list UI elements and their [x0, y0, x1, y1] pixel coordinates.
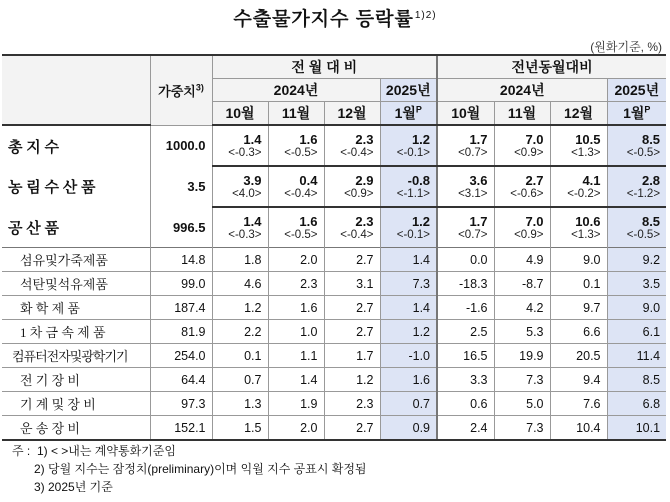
subrow-weight: 254.0	[150, 344, 212, 368]
subrow-label: 전 기 장 비	[2, 368, 150, 392]
cell-value: 3.6	[437, 166, 494, 188]
cell-value: 6.8	[607, 392, 666, 416]
cell-value: 0.7	[212, 368, 268, 392]
cell-value: 1.1	[268, 344, 324, 368]
cell-value: 0.7	[380, 392, 437, 416]
cell-value: 1.9	[268, 392, 324, 416]
header-yoy-jan-label: 1월	[623, 105, 645, 121]
header-yoy-year-2025: 2025년	[607, 79, 666, 102]
cell-value: 2.5	[437, 320, 494, 344]
cell-value: 1.4	[212, 207, 268, 229]
cell-value: 3.9	[212, 166, 268, 188]
cell-value: 7.3	[380, 272, 437, 296]
cell-value: 2.9	[324, 166, 380, 188]
subrow-weight: 64.4	[150, 368, 212, 392]
cell-contract-value: <0.9>	[494, 147, 550, 166]
title-text: 수출물가지수 등락률	[233, 9, 414, 30]
cell-value: 2.7	[494, 166, 550, 188]
cell-value: 9.7	[550, 296, 607, 320]
cell-value: 7.3	[494, 368, 550, 392]
cell-value: 2.0	[268, 416, 324, 441]
row-label: 농 림 수 산 품	[8, 180, 96, 196]
cell-value: 8.5	[607, 125, 666, 147]
header-yoy-jan	[607, 102, 666, 126]
cell-value: 10.4	[550, 416, 607, 441]
cell-value: 9.2	[607, 248, 666, 272]
cell-contract-value: <3.1>	[437, 188, 494, 207]
subrow-transport-equipment	[2, 416, 666, 441]
cell-contract-value: <-0.5>	[607, 147, 666, 166]
cell-value: 2.2	[212, 320, 268, 344]
cell-value: -1.0	[380, 344, 437, 368]
cell-value: 9.4	[550, 368, 607, 392]
cell-contract-value: <-0.3>	[212, 147, 268, 166]
cell-value: 1.4	[380, 248, 437, 272]
header-mom-oct: 10월	[212, 102, 268, 126]
cell-value: 1.6	[268, 296, 324, 320]
cell-value: 1.4	[268, 368, 324, 392]
cell-value: 7.6	[550, 392, 607, 416]
cell-value: 7.3	[494, 416, 550, 441]
prelim-mark: P	[644, 104, 651, 115]
subrow-textile	[2, 248, 666, 272]
cell-contract-value: <-1.2>	[607, 188, 666, 207]
cell-contract-value: <1.3>	[550, 229, 607, 248]
header-yoy-dec: 12월	[550, 102, 607, 126]
header-yoy-oct: 10월	[437, 102, 494, 126]
cell-value: -18.3	[437, 272, 494, 296]
cell-contract-value: <-0.1>	[380, 229, 437, 248]
header-weight-footnote: 3)	[195, 82, 204, 93]
cell-value: 4.1	[550, 166, 607, 188]
cell-value: 16.5	[437, 344, 494, 368]
cell-value: 1.2	[380, 207, 437, 229]
header-mom-dec: 12월	[324, 102, 380, 126]
subrow-weight: 99.0	[150, 272, 212, 296]
cell-value: 2.7	[324, 296, 380, 320]
row-weight: 1000.0	[150, 125, 212, 166]
cell-value: 1.7	[437, 207, 494, 229]
cell-value: 1.7	[324, 344, 380, 368]
row-weight: 996.5	[150, 207, 212, 248]
cell-value: 8.5	[607, 368, 666, 392]
cell-value: 2.0	[268, 248, 324, 272]
export-price-table	[2, 54, 666, 441]
header-mom-year-2025: 2025년	[380, 79, 437, 102]
cell-contract-value: <4.0>	[212, 188, 268, 207]
footnote-3	[12, 478, 367, 496]
cell-contract-value: <-0.4>	[324, 147, 380, 166]
cell-value: 0.6	[437, 392, 494, 416]
cell-value: 11.4	[607, 344, 666, 368]
subrow-label: 컴퓨터전자및광학기기	[2, 344, 150, 368]
cell-value: 5.3	[494, 320, 550, 344]
header-yoy-group: 전년동월대비	[437, 55, 666, 79]
cell-contract-value: <-0.5>	[268, 147, 324, 166]
cell-value: 1.5	[212, 416, 268, 441]
cell-value: 2.7	[324, 248, 380, 272]
cell-value: 10.1	[607, 416, 666, 441]
subrow-coal-petroleum	[2, 272, 666, 296]
row-industrial	[2, 207, 666, 229]
subrow-chemical	[2, 296, 666, 320]
header-yoy-year-2024: 2024년	[437, 79, 607, 102]
cell-value: 5.0	[494, 392, 550, 416]
subrow-label: 운 송 장 비	[2, 416, 150, 441]
cell-value: 1.6	[268, 125, 324, 147]
header-yoy-nov: 11월	[494, 102, 550, 126]
cell-value: 2.7	[324, 320, 380, 344]
prelim-mark: P	[415, 104, 422, 115]
cell-contract-value: <-0.6>	[494, 188, 550, 207]
footnote-2	[12, 460, 367, 478]
cell-value: 4.9	[494, 248, 550, 272]
header-corner	[2, 55, 150, 125]
header-weight	[150, 55, 212, 125]
cell-value: 3.5	[607, 272, 666, 296]
subrow-electrical-equipment	[2, 368, 666, 392]
cell-contract-value: <-0.2>	[550, 188, 607, 207]
cell-value: 1.2	[380, 320, 437, 344]
cell-value: -1.6	[437, 296, 494, 320]
cell-contract-value: <0.9>	[324, 188, 380, 207]
subrow-label: 기 계 및 장 비	[2, 392, 150, 416]
cell-contract-value: <-0.3>	[212, 229, 268, 248]
row-agri	[2, 166, 666, 188]
cell-value: 1.2	[380, 125, 437, 147]
cell-value: 6.6	[550, 320, 607, 344]
cell-contract-value: <-0.5>	[607, 229, 666, 248]
cell-value: 1.4	[380, 296, 437, 320]
cell-value: 2.3	[324, 207, 380, 229]
cell-contract-value: <1.3>	[550, 147, 607, 166]
cell-value: 2.3	[324, 392, 380, 416]
cell-value: 1.6	[268, 207, 324, 229]
cell-value: 20.5	[550, 344, 607, 368]
cell-value: 1.7	[437, 125, 494, 147]
cell-value: 1.0	[268, 320, 324, 344]
cell-value: 1.8	[212, 248, 268, 272]
footnote-prefix: 주 :	[12, 444, 31, 458]
cell-value: 1.4	[212, 125, 268, 147]
subrow-weight: 97.3	[150, 392, 212, 416]
cell-value: 0.4	[268, 166, 324, 188]
subrow-label: 1 차 금 속 제 품	[2, 320, 150, 344]
row-label: 공 산 품	[8, 220, 59, 237]
subrow-weight: 81.9	[150, 320, 212, 344]
cell-value: 1.2	[324, 368, 380, 392]
cell-value: 2.3	[268, 272, 324, 296]
row-weight: 3.5	[150, 166, 212, 207]
subrow-weight: 152.1	[150, 416, 212, 441]
subrow-label: 화 학 제 품	[2, 296, 150, 320]
cell-value: 6.1	[607, 320, 666, 344]
footnote-3-text: 3) 2025년 기준	[34, 480, 113, 494]
cell-contract-value: <-0.5>	[268, 229, 324, 248]
cell-value: 0.9	[380, 416, 437, 441]
subrow-primary-metal	[2, 320, 666, 344]
footnote-2-text: 2) 당월 지수는 잠정치(preliminary)이며 익월 지수 공표시 확정됨	[34, 462, 367, 476]
cell-value: 10.6	[550, 207, 607, 229]
cell-contract-value: <0.9>	[494, 229, 550, 248]
cell-value: 4.6	[212, 272, 268, 296]
cell-value: 2.3	[324, 125, 380, 147]
header-mom-jan	[380, 102, 437, 126]
header-weight-label: 가중치	[158, 83, 196, 99]
cell-value: 19.9	[494, 344, 550, 368]
header-mom-nov: 11월	[268, 102, 324, 126]
cell-value: 0.1	[550, 272, 607, 296]
cell-value: 2.4	[437, 416, 494, 441]
subrow-weight: 14.8	[150, 248, 212, 272]
cell-value: 9.0	[550, 248, 607, 272]
subrow-label: 섬유및가죽제품	[2, 248, 150, 272]
cell-value: -0.8	[380, 166, 437, 188]
footnote-1	[12, 442, 367, 460]
row-total	[2, 125, 666, 147]
cell-value: 9.0	[607, 296, 666, 320]
footnotes	[12, 442, 367, 496]
cell-contract-value: <-0.4>	[268, 188, 324, 207]
cell-value: 4.2	[494, 296, 550, 320]
cell-value: -8.7	[494, 272, 550, 296]
cell-contract-value: <0.7>	[437, 229, 494, 248]
table-title	[0, 4, 670, 31]
cell-value: 3.1	[324, 272, 380, 296]
subrow-label: 석탄및석유제품	[2, 272, 150, 296]
cell-value: 8.5	[607, 207, 666, 229]
cell-value: 1.6	[380, 368, 437, 392]
cell-value: 2.8	[607, 166, 666, 188]
unit-label: (원화기준, %)	[590, 40, 662, 54]
cell-contract-value: <0.7>	[437, 147, 494, 166]
header-mom-year-2024: 2024년	[212, 79, 380, 102]
row-label: 총 지 수	[2, 125, 150, 166]
subrow-computer-electronics	[2, 344, 666, 368]
header-mom-group: 전 월 대 비	[212, 55, 437, 79]
cell-value: 7.0	[494, 207, 550, 229]
cell-contract-value: <-0.4>	[324, 229, 380, 248]
title-footnote-mark: 1)2)	[414, 9, 437, 21]
subrow-weight: 187.4	[150, 296, 212, 320]
header-mom-jan-label: 1월	[394, 105, 416, 121]
cell-value: 3.3	[437, 368, 494, 392]
cell-value: 10.5	[550, 125, 607, 147]
subrow-machinery	[2, 392, 666, 416]
cell-value: 0.1	[212, 344, 268, 368]
cell-contract-value: <-1.1>	[380, 188, 437, 207]
cell-value: 1.3	[212, 392, 268, 416]
footnote-1-text: 1) < >내는 계약통화기준임	[36, 444, 176, 458]
cell-value: 1.2	[212, 296, 268, 320]
cell-value: 2.7	[324, 416, 380, 441]
cell-value: 7.0	[494, 125, 550, 147]
cell-contract-value: <-0.1>	[380, 147, 437, 166]
cell-value: 0.0	[437, 248, 494, 272]
